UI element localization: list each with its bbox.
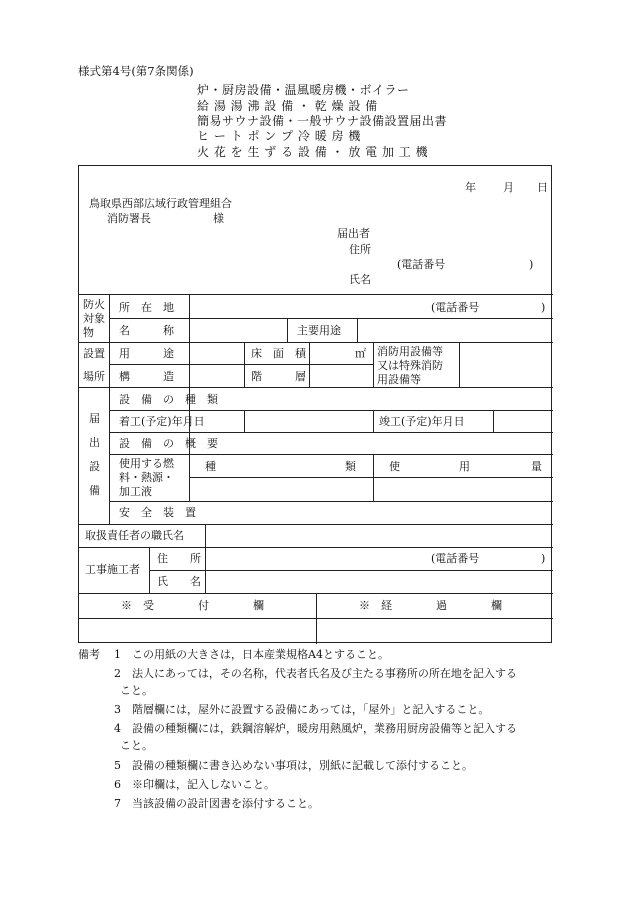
note-5: 5 設備の種類欄に書き込めない事項は，別紙に記載して添付すること。 (114, 759, 473, 772)
fire-equipment-2: 又は特殊消防 (377, 359, 443, 372)
structure-label: 構 造 (119, 370, 174, 383)
floor-label: 階 層 (251, 370, 306, 383)
floor-area-label: 床 面 積 (251, 347, 306, 360)
note-6: 6 ※印欄は，記入しないこと。 (114, 778, 275, 791)
overview-label: 設 備 の 概 要 (119, 437, 218, 450)
usage-label-1: 使 (389, 460, 400, 473)
notes-prefix: 備考 (78, 648, 100, 661)
addressee-honorific: 様 (213, 212, 224, 225)
start-date-label: 着工(予定)年月日 (119, 415, 205, 428)
target-location-label: 所 在 地 (119, 301, 174, 314)
applicant-name-label: 氏名 (349, 273, 371, 286)
progress-label: ※ 経 過 欄 (359, 599, 502, 612)
fire-equipment-1: 消防用設備等 (377, 345, 443, 358)
equipment-side-4: 備 (89, 484, 100, 497)
note-1: 1 この用紙の大きさは，日本産業規格A4とすること。 (114, 648, 389, 661)
floor-area-unit: ㎡ (355, 347, 366, 360)
target-side-2: 対象 (83, 312, 105, 325)
target-side-3: 物 (83, 326, 94, 339)
title-line-3: 簡易サウナ設備・一般サウナ設備設置届出書 (197, 114, 448, 128)
contractor-address-label: 住 所 (157, 552, 201, 565)
kind-label-2: 類 (345, 460, 356, 473)
install-use-label: 用 途 (119, 347, 174, 360)
equipment-side-3: 設 (89, 460, 100, 473)
form-number: 様式第4号(第7条関係) (78, 64, 194, 78)
reception-label: ※ 受 付 欄 (121, 599, 264, 612)
contractor-name-label: 氏 名 (157, 575, 201, 588)
main-use-label: 主要用途 (297, 324, 341, 337)
note-4: 4 設備の種類欄には，鉄鋼溶解炉，暖房用熱風炉，業務用厨房設備等と記入する (114, 722, 517, 735)
target-phone-close: ) (541, 301, 546, 314)
note-7: 7 当該設備の設計図書を添付すること。 (114, 797, 319, 810)
applicant-address-label: 住所 (349, 243, 371, 256)
finish-date-label: 竣工(予定)年月日 (379, 415, 465, 428)
usage-label-2: 用 (459, 460, 470, 473)
install-side-2: 場所 (83, 370, 105, 383)
title-line-2: 給 湯 湯 沸 設 備 ・ 乾 燥 設 備 (197, 99, 378, 113)
contractor-phone-label: (電話番号 (431, 552, 480, 565)
title-line-1: 炉・厨房設備・温風暖房機・ボイラー (197, 83, 410, 97)
safety-label: 安 全 装 置 (119, 506, 196, 519)
applicant-label: 届出者 (337, 227, 370, 240)
fuel-label-1: 使用する燃 (119, 457, 174, 470)
note-3: 3 階層欄には，屋外に設置する設備にあっては，「屋外」と記入すること。 (114, 703, 490, 716)
application-form (78, 165, 552, 643)
target-name-label: 名 称 (119, 324, 174, 337)
title-line-5: 火 花 を 生 ず る 設 備 ・ 放 電 加 工 機 (197, 145, 429, 159)
addressee-title: 消防署長 (107, 212, 151, 225)
install-side-1: 設置 (83, 347, 105, 360)
note-2: 2 法人にあっては，その名称，代表者氏名及び主たる事務所の所在地を記入する (114, 667, 517, 680)
usage-label-3: 量 (531, 460, 542, 473)
contractor-label: 工事施工者 (85, 563, 140, 576)
equipment-side-2: 出 (89, 436, 100, 449)
target-side-1: 防火 (83, 298, 105, 311)
contractor-phone-close: ) (541, 552, 546, 565)
applicant-phone-close: ) (529, 258, 534, 271)
title-line-4: ヒ ー ト ポ ン プ 冷 暖 房 機 (197, 129, 361, 143)
equipment-side-1: 届 (89, 412, 100, 425)
kind-label-1: 種 (205, 460, 216, 473)
note-2-cont: こと。 (120, 684, 153, 697)
fuel-label-2: 料・熱源・ (119, 471, 174, 484)
responsible-label: 取扱責任者の職氏名 (85, 529, 184, 542)
date-day: 日 (537, 181, 548, 194)
note-4-cont: こと。 (120, 739, 153, 752)
applicant-phone-label: (電話番号 (397, 258, 446, 271)
fire-equipment-3: 用設備等 (377, 373, 421, 386)
addressee-org: 鳥取県西部広域行政管理組合 (89, 197, 232, 210)
date-year: 年 (465, 181, 476, 194)
fuel-label-3: 加工液 (119, 485, 152, 498)
target-phone-label: (電話番号 (431, 301, 480, 314)
equipment-type-label: 設 備 の 種 類 (119, 393, 218, 406)
date-month: 月 (503, 181, 514, 194)
